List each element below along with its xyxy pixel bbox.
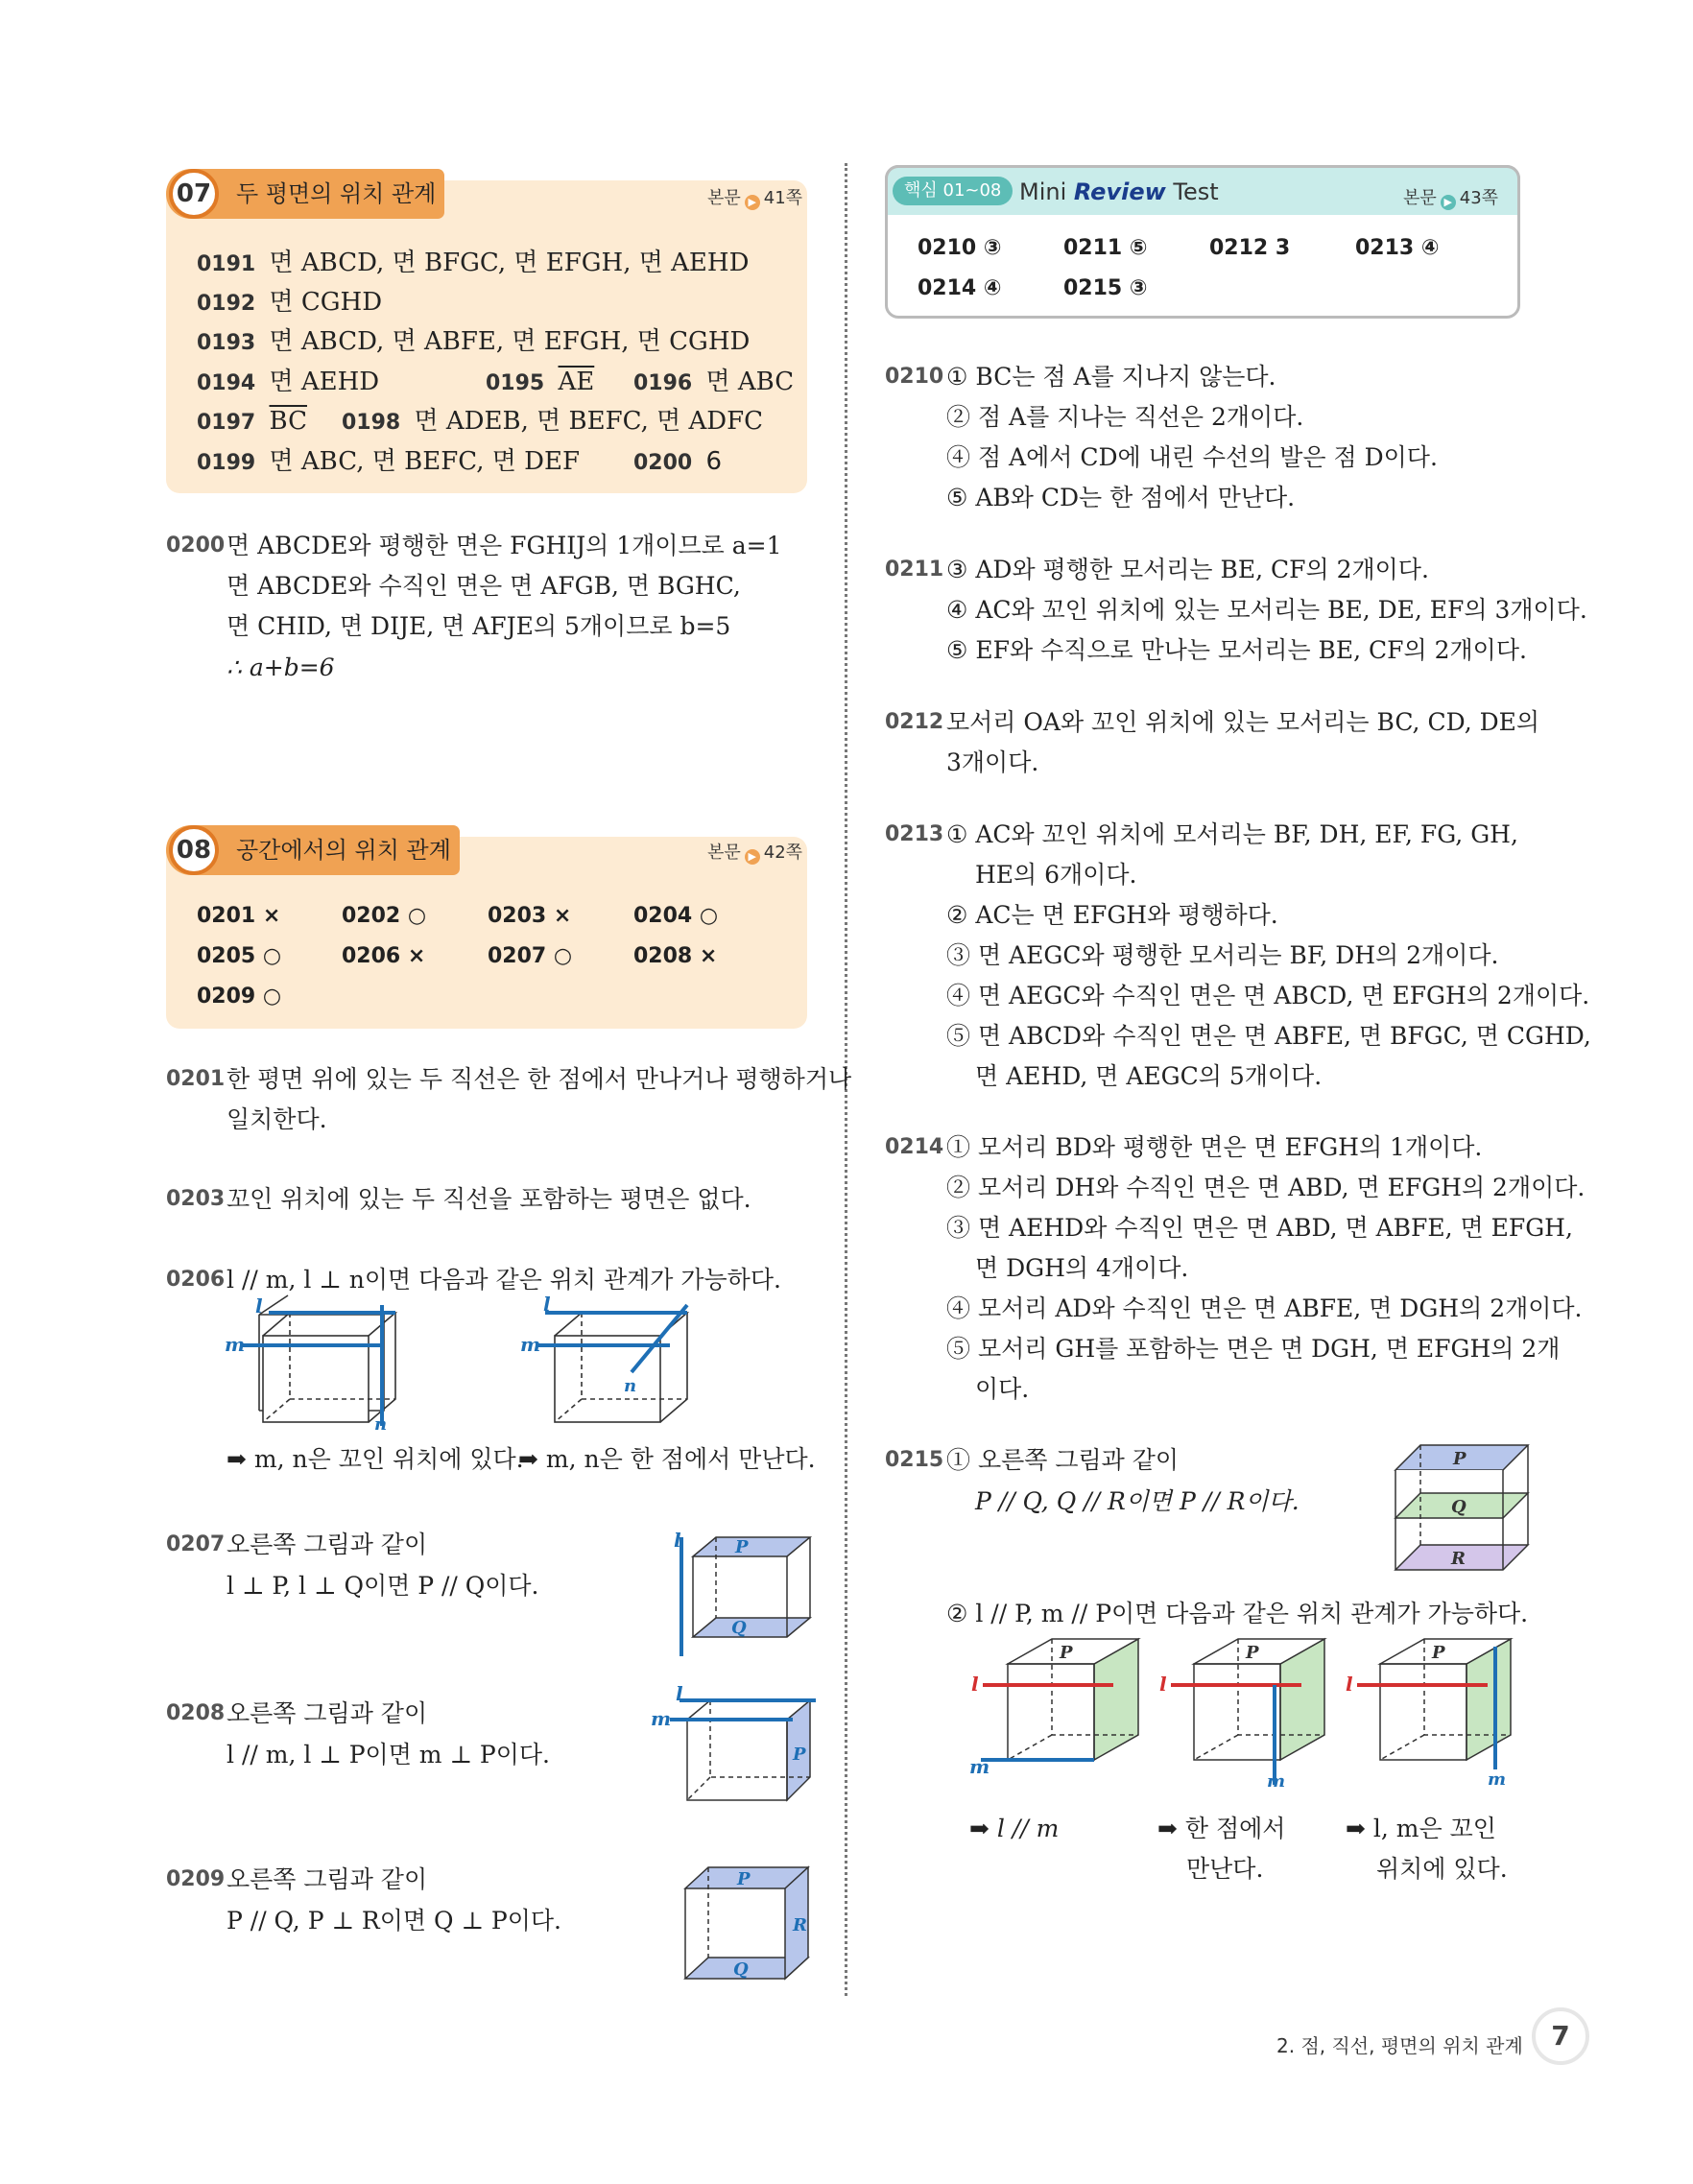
answer-0205: 0205 ○ (197, 944, 282, 968)
section-08-number: 08 (169, 825, 219, 875)
arrow-icon: ▶ (745, 849, 760, 865)
problem-0211-line2: ④ AC와 꼬인 위치에 있는 모서리는 BE, DE, EF의 3개이다. (946, 596, 1587, 624)
section-07-title: 두 평면의 위치 관계 (236, 180, 437, 207)
svg-text:l: l (255, 1294, 263, 1318)
figure-0206-cube-skew (221, 1294, 413, 1435)
problem-0203-line1: 꼬인 위치에 있는 두 직선을 포함하는 평면은 없다. (227, 1185, 751, 1213)
problem-0213-line4: ③ 면 AEGC와 평행한 모서리는 BF, DH의 2개이다. (946, 941, 1499, 969)
svg-text:P: P (1246, 1643, 1259, 1663)
problem-0214-line7: 이다. (975, 1375, 1030, 1403)
problem-0214-line1: ① 모서리 BD와 평행한 면은 면 EFGH의 1개이다. (946, 1133, 1483, 1161)
problem-0211-line3: ⑤ EF와 수직으로 만나는 모서리는 BE, CF의 2개이다. (946, 636, 1527, 664)
svg-text:m: m (520, 1333, 541, 1356)
answer-0213: 0213 ④ (1355, 236, 1440, 260)
problem-0207-line1: 오른쪽 그림과 같이 (227, 1531, 428, 1558)
problem-0210-line4: ⑤ AB와 CD는 한 점에서 만난다. (946, 484, 1296, 511)
problem-0215-line1: ① 오른쪽 그림과 같이 (946, 1446, 1180, 1474)
problem-0211-line1: ③ AD와 평행한 모서리는 BE, CF의 2개이다. (946, 556, 1429, 583)
answer-0215: 0215 ③ (1063, 276, 1148, 300)
problem-0206-number: 0206 (166, 1268, 226, 1292)
answer-0202: 0202 ○ (342, 904, 427, 928)
svg-text:P: P (1432, 1643, 1445, 1663)
problem-0208-line2: l // m, l ⊥ P이면 m ⊥ P이다. (227, 1741, 550, 1769)
problem-0208-number: 0208 (166, 1701, 226, 1725)
problem-0210-number: 0210 (885, 365, 944, 389)
problem-0214-line2: ② 모서리 DH와 수직인 면은 면 ABD, 면 EFGH의 2개이다. (946, 1174, 1586, 1201)
page-number: 7 (1532, 2007, 1589, 2065)
problem-0214-line3: ③ 면 AEHD와 수직인 면은 면 ABD, 면 ABFE, 면 EFGH, (946, 1214, 1573, 1242)
problem-0212-line1: 모서리 OA와 꼬인 위치에 있는 모서리는 BC, CD, DE의 (946, 708, 1540, 736)
answer-0199: 0199 면 ABC, 면 BEFC, 면 DEF (197, 447, 580, 476)
answer-0212: 0212 3 (1209, 236, 1291, 260)
problem-0213-line6: ⑤ 면 ABCD와 수직인 면은 면 ABFE, 면 BFGC, 면 CGHD, (946, 1022, 1591, 1050)
svg-text:P: P (1060, 1643, 1073, 1663)
svg-text:P: P (793, 1745, 806, 1765)
arrow-icon: ▶ (745, 195, 760, 210)
mini-review-page-ref: 본문 ▶ 43쪽 (1403, 188, 1499, 208)
problem-0213-number: 0213 (885, 822, 944, 846)
mini-review-pill: 핵심 01~08 (893, 177, 1013, 205)
chapter-footer: 2. 점, 직선, 평면의 위치 관계 (1276, 2034, 1523, 2057)
answer-0195: 0195 $\overline{AE}$ (486, 368, 595, 396)
answer-0197: 0197 $\overline{BC}$ (197, 407, 307, 436)
svg-text:Q: Q (733, 1959, 749, 1980)
answer-0201: 0201 × (197, 904, 281, 928)
problem-0209-number: 0209 (166, 1867, 226, 1891)
problem-0206-result-meet: ➡ m, n은 한 점에서 만난다. (518, 1445, 816, 1473)
problem-0215-result-meet-2: 만난다. (1186, 1855, 1264, 1883)
problem-0213-line2: HE의 6개이다. (975, 861, 1137, 889)
problem-0212-number: 0212 (885, 710, 944, 734)
svg-text:l: l (676, 1682, 683, 1705)
section-08-title: 공간에서의 위치 관계 (236, 837, 451, 864)
answer-0209: 0209 ○ (197, 985, 282, 1009)
problem-0208-line1: 오른쪽 그림과 같이 (227, 1699, 428, 1727)
problem-0214-line4: 면 DGH의 4개이다. (975, 1254, 1189, 1282)
answer-0194: 0194 면 AEHD (197, 368, 380, 396)
problem-0213-line7: 면 AEHD, 면 AEGC의 5개이다. (975, 1062, 1323, 1090)
problem-0201-line2: 일치한다. (227, 1105, 327, 1133)
problem-0213-line1: ① AC와 꼬인 위치에 모서리는 BF, DH, EF, FG, GH, (946, 820, 1518, 848)
svg-text:m: m (1267, 1771, 1286, 1792)
answer-0192: 0192 면 CGHD (197, 288, 383, 317)
svg-text:P: P (735, 1537, 749, 1557)
problem-0213-line3: ② AC는 면 EFGH와 평행하다. (946, 901, 1278, 929)
figure-0209 (672, 1862, 816, 1988)
answer-0210: 0210 ③ (918, 236, 1002, 260)
answer-0196: 0196 면 ABC (633, 368, 795, 396)
problem-0206-line1: l // m, l ⊥ n이면 다음과 같은 위치 관계가 가능하다. (227, 1266, 781, 1294)
problem-0213-line5: ④ 면 AEGC와 수직인 면은 면 ABCD, 면 EFGH의 2개이다. (946, 982, 1590, 1009)
answer-0214: 0214 ④ (918, 276, 1002, 300)
answer-0198: 0198 면 ADEB, 면 BEFC, 면 ADFC (342, 407, 764, 436)
problem-0207-line2: l ⊥ P, l ⊥ Q이면 P // Q이다. (227, 1572, 539, 1600)
svg-text:Q: Q (731, 1618, 747, 1638)
problem-0215-result-skew-1: ➡ l, m은 꼬인 (1346, 1815, 1496, 1842)
problem-0201-line1: 한 평면 위에 있는 두 직선은 한 점에서 만나거나 평행하거나 (227, 1065, 852, 1093)
problem-0200-line1: 면 ABCDE와 평행한 면은 FGHIJ의 1개이므로 a=1 (227, 532, 782, 559)
problem-0215-line3: ② l // P, m // P이면 다음과 같은 위치 관계가 가능하다. (946, 1600, 1529, 1627)
problem-0214-line5: ④ 모서리 AD와 수직인 면은 면 ABFE, 면 DGH의 2개이다. (946, 1294, 1583, 1322)
problem-0210-line1: ① BC는 점 A를 지나지 않는다. (946, 363, 1276, 391)
problem-0210-line2: ② 점 A를 지나는 직선은 2개이다. (946, 403, 1304, 431)
svg-text:n: n (624, 1376, 637, 1396)
svg-text:R: R (1451, 1549, 1466, 1569)
svg-text:P: P (737, 1869, 751, 1889)
problem-0211-number: 0211 (885, 558, 944, 582)
answer-0204: 0204 ○ (633, 904, 719, 928)
problem-0215-number: 0215 (885, 1448, 944, 1472)
figure-0215-stacked-planes (1390, 1439, 1534, 1583)
problem-0210-line3: ④ 점 A에서 CD에 내린 수선의 발은 점 D이다. (946, 443, 1438, 471)
answer-0211: 0211 ⑤ (1063, 236, 1148, 260)
figure-0215-meet (1156, 1635, 1328, 1792)
svg-text:l: l (971, 1673, 979, 1696)
answer-0193: 0193 면 ABCD, 면 ABFE, 면 EFGH, 면 CGHD (197, 327, 751, 356)
problem-0200-line3: 면 CHID, 면 DIJE, 면 AFJE의 5개이므로 b=5 (227, 612, 731, 640)
svg-text:m: m (1488, 1769, 1507, 1790)
arrow-icon: ▶ (1441, 195, 1456, 210)
problem-0215-line2: P // Q, Q // R이면 P // R이다. (975, 1487, 1300, 1515)
problem-0209-line2: P // Q, P ⊥ R이면 Q ⊥ P이다. (227, 1907, 561, 1935)
problem-0200-line4: ∴ a+b=6 (227, 653, 335, 681)
answer-0206: 0206 × (342, 944, 426, 968)
problem-0215-result-parallel: ➡ l // m (969, 1815, 1060, 1842)
svg-text:l: l (1346, 1673, 1353, 1696)
problem-0209-line1: 오른쪽 그림과 같이 (227, 1865, 428, 1893)
answer-0207: 0207 ○ (488, 944, 573, 968)
svg-text:n: n (374, 1414, 388, 1435)
answer-0191: 0191 면 ABCD, 면 BFGC, 면 EFGH, 면 AEHD (197, 249, 750, 277)
answer-0203: 0203 × (488, 904, 572, 928)
answer-0200: 0200 6 (633, 447, 723, 476)
problem-0201-number: 0201 (166, 1067, 226, 1091)
section-08-page-ref: 본문 ▶ 42쪽 (707, 843, 803, 863)
svg-text:m: m (969, 1755, 990, 1778)
problem-0203-number: 0203 (166, 1187, 226, 1211)
problem-0214-line6: ⑤ 모서리 GH를 포함하는 면은 면 DGH, 면 EFGH의 2개 (946, 1335, 1561, 1363)
figure-0215-skew (1342, 1635, 1514, 1789)
problem-0207-number: 0207 (166, 1532, 226, 1556)
problem-0215-result-meet-1: ➡ 한 점에서 (1157, 1815, 1286, 1842)
svg-text:R: R (793, 1915, 807, 1935)
problem-0200-line2: 면 ABCDE와 수직인 면은 면 AFGB, 면 BGHC, (227, 572, 741, 600)
problem-0206-result-skew: ➡ m, n은 꼬인 위치에 있다. (227, 1445, 524, 1473)
problem-0215-result-skew-2: 위치에 있다. (1376, 1855, 1508, 1883)
svg-text:l: l (1159, 1673, 1167, 1696)
figure-0207 (672, 1529, 816, 1663)
svg-text:l: l (543, 1293, 551, 1316)
svg-text:P: P (1453, 1449, 1466, 1469)
problem-0200-number: 0200 (166, 534, 226, 558)
section-07-page-ref: 본문 ▶ 41쪽 (707, 188, 803, 208)
answer-0208: 0208 × (633, 944, 718, 968)
problem-0214-number: 0214 (885, 1135, 944, 1159)
figure-0206-cube-meet (516, 1293, 708, 1435)
svg-text:l: l (674, 1529, 681, 1552)
mini-review-title: Mini Review Test (1019, 178, 1219, 205)
svg-text:m: m (651, 1707, 672, 1730)
svg-text:m: m (225, 1333, 246, 1356)
figure-0215-parallel (969, 1635, 1142, 1789)
svg-text:Q: Q (1451, 1497, 1466, 1517)
problem-0212-line2: 3개이다. (946, 748, 1039, 776)
figure-0208 (649, 1682, 816, 1821)
section-07-number: 07 (169, 169, 219, 219)
